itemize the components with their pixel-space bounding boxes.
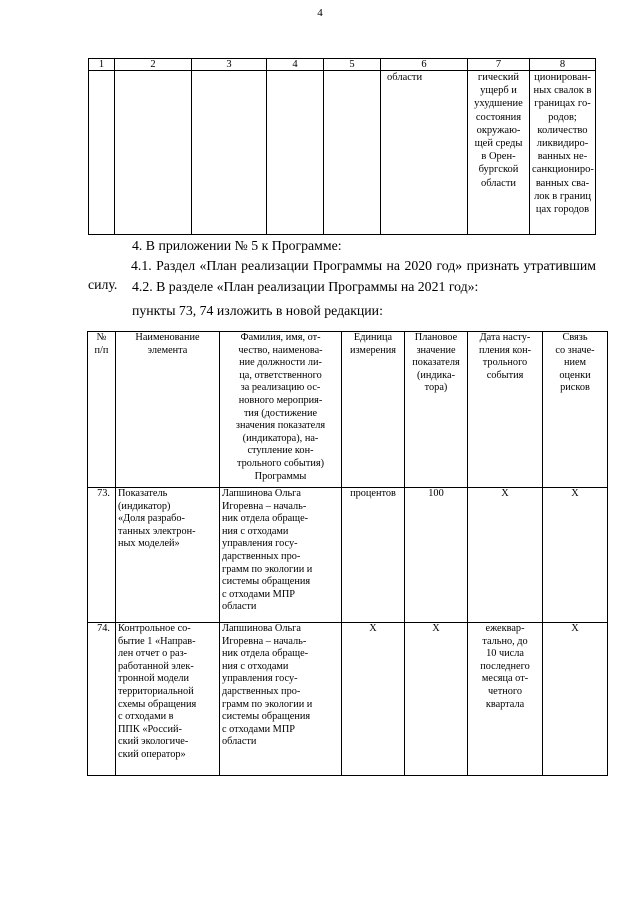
text-line: Контрольное со- xyxy=(118,623,191,634)
text-line: Плановое xyxy=(414,332,458,343)
text-line: ние должности ли- xyxy=(239,357,322,369)
row-element-name xyxy=(116,623,220,776)
text-line: территориальной xyxy=(118,685,194,697)
text-line: цах городов xyxy=(535,204,590,216)
text-line: четного xyxy=(487,685,523,697)
table1-cell xyxy=(192,71,267,235)
table1-cell xyxy=(89,71,115,235)
text-line: 10 числа xyxy=(486,648,524,660)
text-line: месяца от- xyxy=(481,673,529,685)
text-line: последнего xyxy=(480,660,530,672)
text-line: системы обращения xyxy=(222,576,311,588)
text-line: работанной элек- xyxy=(118,660,194,672)
row-risk-link: Х xyxy=(543,623,608,776)
text-line: родов; xyxy=(548,111,577,123)
table1-cell xyxy=(115,71,192,235)
text-line: ванных сва- xyxy=(535,177,590,189)
text-line: ник отдела обраще- xyxy=(222,648,309,660)
text-line: лен отчет о раз- xyxy=(118,648,188,660)
text-line: системы обращения xyxy=(222,711,311,723)
header-element-name xyxy=(116,332,220,488)
text-line: грамм по экологии и xyxy=(222,563,313,575)
text-line: квартала xyxy=(485,698,525,710)
text-line: со значе- xyxy=(555,344,595,356)
text-line: «Доля разрабо- xyxy=(118,513,185,525)
text-line: тора) xyxy=(424,382,448,394)
table1-cell-col6 xyxy=(381,71,468,235)
text-line: чество, наименова- xyxy=(238,344,323,356)
text-line: (индика- xyxy=(416,369,456,381)
table1-row xyxy=(89,71,596,235)
text-line: Лапшинова Ольга xyxy=(222,488,301,499)
text-line: ухудшение xyxy=(474,98,523,110)
text-line: (индикатор) xyxy=(118,500,171,512)
text-line: области xyxy=(387,72,423,83)
text-line: Лапшинова Ольга xyxy=(222,623,301,634)
page-number: 4 xyxy=(317,7,323,19)
row-responsible xyxy=(220,623,342,776)
text-line: трольного xyxy=(482,357,528,369)
text-line: тально, до xyxy=(482,635,528,647)
text-line: ежеквар- xyxy=(485,623,525,634)
text-line: санкциониро- xyxy=(532,164,594,176)
text-line: танных электрон- xyxy=(118,525,196,537)
text-line: тронной модели xyxy=(118,673,190,685)
text-line: ных свалок в xyxy=(533,85,592,97)
table1-cell xyxy=(324,71,381,235)
row-element-name xyxy=(116,488,220,623)
text-line: области xyxy=(480,177,517,189)
text-line: ца, ответственного xyxy=(239,369,322,381)
text-line: ния с отходами xyxy=(222,525,289,537)
text-line: лок в границ xyxy=(534,190,591,202)
paragraph-4-2: 4.2. В разделе «План реализации Программы на 2021 год»: xyxy=(132,279,479,294)
text-line: области xyxy=(222,736,257,748)
row-risk-link: Х xyxy=(543,488,608,623)
text-line: бытие 1 «Направ- xyxy=(118,635,196,647)
header-risk-link xyxy=(543,332,608,488)
text-line: с отходами МПР xyxy=(222,723,295,735)
table1-header-cell: 6 xyxy=(381,59,468,71)
text-line: Игоревна – началь- xyxy=(222,635,307,647)
table1-header-cell: 3 xyxy=(192,59,267,71)
text-line: рисков xyxy=(560,382,590,394)
header-number xyxy=(88,332,116,488)
table1-header-cell: 7 xyxy=(468,59,530,71)
table1-header-row xyxy=(89,59,596,71)
text-line: значения показателя xyxy=(235,420,326,432)
row-planned-value: Х xyxy=(405,623,468,776)
text-line: показателя xyxy=(412,357,460,369)
text-line: п/п xyxy=(94,344,109,356)
text-line: ППК «Россий- xyxy=(118,723,182,735)
row-event-date xyxy=(468,623,543,776)
text-line: состояния xyxy=(475,111,522,123)
text-line: элемента xyxy=(147,344,188,356)
text-line: количество xyxy=(537,124,588,136)
text-line: грамм по экологии и xyxy=(222,698,313,710)
text-line: ния с отходами xyxy=(222,660,289,672)
row-unit: Х xyxy=(342,623,405,776)
text-line: оценки xyxy=(559,369,591,381)
text-line: бургской xyxy=(478,164,519,176)
paragraph-4-1: 4.1. Раздел «План реализации Программы на 2020 год» признать утратившим силу. xyxy=(88,258,596,292)
paragraph-4: 4. В приложении № 5 к Программе: xyxy=(132,238,342,253)
row-planned-value: 100 xyxy=(405,488,468,623)
text-line: управления госу- xyxy=(222,673,298,685)
text-line: Игоревна – началь- xyxy=(222,500,307,512)
text-line: измерения xyxy=(350,344,396,356)
text-line: дарственных про- xyxy=(222,550,301,562)
text-line: трольного события) xyxy=(236,457,325,469)
text-line: Программы xyxy=(254,470,307,482)
table2-header-row xyxy=(88,332,608,488)
text-line: ционирован- xyxy=(534,72,591,83)
text-line: ский экологиче- xyxy=(118,736,189,748)
text-line: значение xyxy=(416,344,456,356)
text-line: управления госу- xyxy=(222,538,298,550)
row-number: 73. xyxy=(88,488,116,623)
text-line: ванных не- xyxy=(537,151,588,163)
text-line: Фамилия, имя, от- xyxy=(240,332,321,343)
text-line: Единица xyxy=(353,332,393,343)
text-line: с отходами МПР xyxy=(222,588,295,600)
text-line: Дата насту- xyxy=(479,332,531,343)
text-line: ступление кон- xyxy=(247,445,314,457)
row-number: 74. xyxy=(88,623,116,776)
text-line: ных моделей» xyxy=(118,538,180,550)
table1-header-cell: 5 xyxy=(324,59,381,71)
text-line: (индикатора), на- xyxy=(242,432,319,444)
text-line: Х xyxy=(501,488,509,499)
text-line: Связь xyxy=(562,332,588,343)
header-unit xyxy=(342,332,405,488)
table1-header-cell: 4 xyxy=(267,59,324,71)
header-responsible xyxy=(220,332,342,488)
row-responsible xyxy=(220,488,342,623)
text-line: новного мероприя- xyxy=(238,394,323,406)
text-line: события xyxy=(486,369,524,381)
text-line: Показатель xyxy=(118,488,168,499)
text-line: ский оператор» xyxy=(118,748,186,760)
plan-table xyxy=(87,331,608,776)
header-planned-value xyxy=(405,332,468,488)
table1-cell xyxy=(267,71,324,235)
text-line: схемы обращения xyxy=(118,698,197,710)
paragraph-items-73-74: пункты 73, 74 изложить в новой редакции: xyxy=(132,303,383,318)
text-line: дарственных про- xyxy=(222,685,301,697)
text-line: № xyxy=(96,332,107,343)
row-event-date xyxy=(468,488,543,623)
text-line: области xyxy=(222,601,257,613)
text-line: ник отдела обраще- xyxy=(222,513,309,525)
text-line: ликвидиро- xyxy=(536,138,589,150)
text-line: с отходами в xyxy=(118,711,174,723)
table1-header-cell: 1 xyxy=(89,59,115,71)
table1-header-cell: 2 xyxy=(115,59,192,71)
text-line: за реализацию ос- xyxy=(240,382,321,394)
table1-cell-col7 xyxy=(468,71,530,235)
row-unit: процентов xyxy=(342,488,405,623)
text-line: ущерб и xyxy=(480,85,517,97)
text-line: тия (достижение xyxy=(243,407,318,419)
text-line: в Орен- xyxy=(481,151,516,163)
header-event-date xyxy=(468,332,543,488)
text-line: нием xyxy=(563,357,587,369)
text-line: границах го- xyxy=(534,98,591,110)
table1-header-cell: 8 xyxy=(530,59,596,71)
text-line: гический xyxy=(477,72,520,83)
table-row xyxy=(88,488,608,623)
text-line: Наименование xyxy=(135,332,200,343)
text-line: пления кон- xyxy=(478,344,532,356)
text-line: щей среды xyxy=(474,138,523,150)
table-row xyxy=(88,623,608,776)
table1-cell-col8 xyxy=(530,71,596,235)
text-line: окружаю- xyxy=(476,124,521,136)
continued-table xyxy=(88,58,596,235)
